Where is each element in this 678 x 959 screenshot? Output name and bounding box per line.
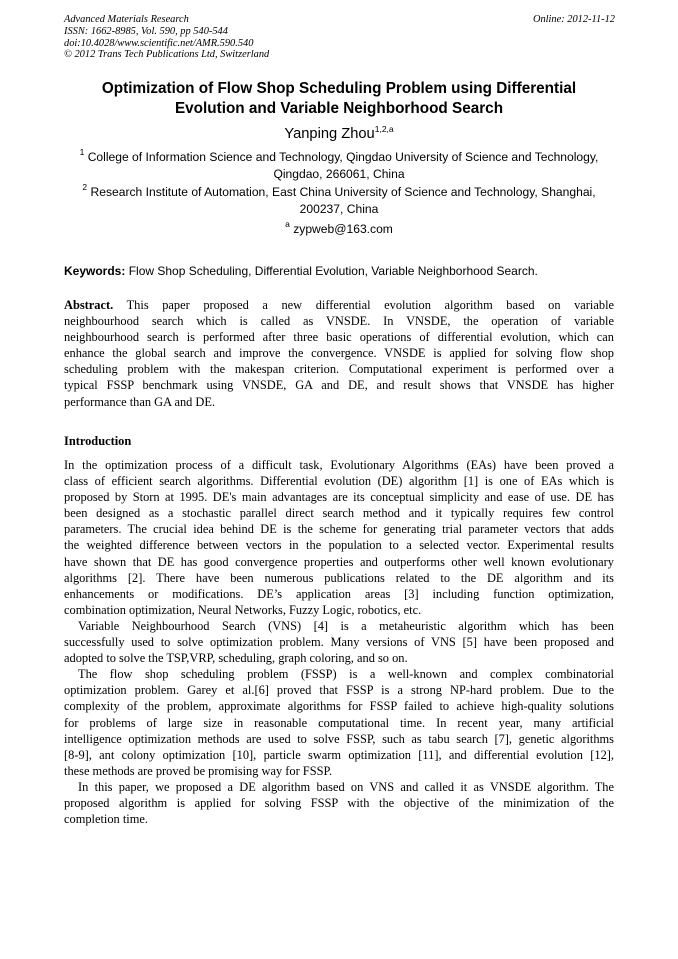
email-address[interactable]: zypweb@163.com (293, 222, 393, 236)
abstract-line: neighbourhood search which is called as VNSDE. In VNSDE, the operation of variable (64, 314, 614, 329)
intro-line: these methods are proved be promising way for FSSP. (64, 763, 333, 778)
keywords-text: Flow Shop Scheduling, Differential Evolution, Variable Neighborhood Search. (128, 264, 538, 278)
intro-line: optimization problem. Garey et al.[6] proved that FSSP is a strong NP-hard problem. Due to the (64, 683, 614, 698)
keywords-label: Keywords: (64, 264, 126, 278)
abstract-line: enhance the global search and improve the convergence. VNSDE is applied for solving flow shop (64, 346, 614, 361)
email-mark: a (285, 219, 290, 229)
intro-line: [8-9], ant colony optimization [10], particle swarm optimization [11], and differential evolution [12], (64, 747, 614, 762)
intro-line: Variable Neighbourhood Search (VNS) [4] is a metaheuristic algorithm which has been (78, 618, 614, 633)
intro-line: intelligence optimization methods are used to solve FSSP, such as tabu search [7], genetic algorithms (64, 731, 614, 746)
intro-line: The flow shop scheduling problem (FSSP) is a well-known and complex combinatorial (78, 667, 614, 682)
intro-line: have shown that DE has good convergence properties and outperforms other well known evolutionary (64, 554, 614, 569)
intro-line: the weighted difference between vectors in the population to a selected vector. Experimental results (64, 538, 614, 553)
intro-line: successfully used to solve optimization problem. Many versions of VNS [5] have been proposed and (64, 635, 614, 650)
intro-line: combination optimization, Neural Networks, Fuzzy Logic, robotics, etc. (64, 602, 422, 617)
intro-line: for problems of large size in reasonable computational time. In recent year, many artificial (64, 715, 614, 730)
affiliation-2-mark: 2 (82, 182, 88, 192)
affiliation-1-line-1: College of Information Science and Technology, Qingdao University of Science and Technology, (87, 150, 599, 164)
affiliation-2 (64, 184, 614, 217)
author-name: Yanping Zhou (284, 126, 375, 142)
journal-name: Advanced Materials Research (64, 14, 189, 25)
paper-title (64, 79, 614, 119)
intro-line: parameters. The crucial idea behind DE is the scheme for generating trial parameter vectors that adds (64, 522, 614, 537)
author-email (64, 221, 614, 238)
abstract-line: This paper proposed a new differential evolution algorithm based on variable (126, 298, 615, 312)
abstract-line: performance than GA and DE. (64, 394, 216, 409)
intro-line: class of efficient search algorithms. Differential evolution (DE) algorithm [1] is one of EAs which is (64, 474, 614, 489)
journal-header (64, 14, 269, 61)
intro-line: In this paper, we proposed a DE algorithm based on VNS and called it as VNSDE algorithm. The (78, 779, 614, 794)
affiliation-2-line-2: 200237, China (299, 201, 379, 216)
abstract-line: typical FSSP benchmark using VNSDE, GA and DE, and result shows that VNSDE has higher (64, 378, 614, 393)
abstract-line: scheduling problem with the makespan criterion. Computational experiment is performed over a (64, 362, 614, 377)
keywords (64, 263, 614, 279)
intro-line: proposed algorithm is applied for solving FSSP with the objective of the minimization of the (64, 795, 614, 810)
journal-issn: ISSN: 1662-8985, Vol. 590, pp 540-544 (64, 25, 228, 37)
intro-line: completion time. (64, 812, 148, 827)
intro-line: In the optimization process of a difficult task, Evolutionary Algorithms (EAs) have been proved a (64, 458, 614, 472)
abstract-label: Abstract. (64, 298, 114, 312)
paper-title-line-2: Evolution and Variable Neighborhood Search (174, 100, 504, 117)
intro-line: complexity of the problem, approximate algorithms for FSSP failed to achieve high-quality solutions (64, 699, 614, 714)
paper-title-line-1: Optimization of Flow Shop Scheduling Problem using Differential (101, 80, 577, 97)
affiliation-1 (64, 149, 614, 182)
intro-line: algorithms [2]. There have been numerous publications related to the DE algorithm and its (64, 570, 614, 585)
introduction-body (64, 457, 614, 827)
intro-line: adopted to solve the TSP,VRP, scheduling, graph coloring, and so on. (64, 651, 408, 666)
affiliation-1-line-2: Qingdao, 266061, China (273, 166, 405, 181)
journal-doi[interactable]: doi:10.4028/www.scientific.net/AMR.590.540 (64, 37, 254, 49)
online-date: Online: 2012-11-12 (532, 14, 615, 25)
abstract (64, 297, 614, 410)
introduction-heading: Introduction (64, 434, 132, 448)
intro-line: proposed by Storn at 1995. DE's main advantages are its conceptual simplicity and ease of use. DE has (64, 490, 614, 505)
author-affiliation-marks: 1,2,a (374, 124, 394, 134)
journal-copyright: © 2012 Trans Tech Publications Ltd, Switzerland (64, 49, 270, 61)
affiliation-1-mark: 1 (79, 147, 85, 157)
abstract-line: neighbourhood search is performed after three basic operations of differential evolution, which can (64, 330, 614, 345)
intro-line: been designed as a stochastic parallel direct search method and it typically requires few control (64, 506, 614, 521)
intro-line: enhancements or modifications. DE’s application areas [3] including function optimization, (64, 586, 614, 601)
affiliation-2-line-1: Research Institute of Automation, East China University of Science and Technology, Shanghai, (90, 185, 596, 199)
author (64, 125, 614, 143)
